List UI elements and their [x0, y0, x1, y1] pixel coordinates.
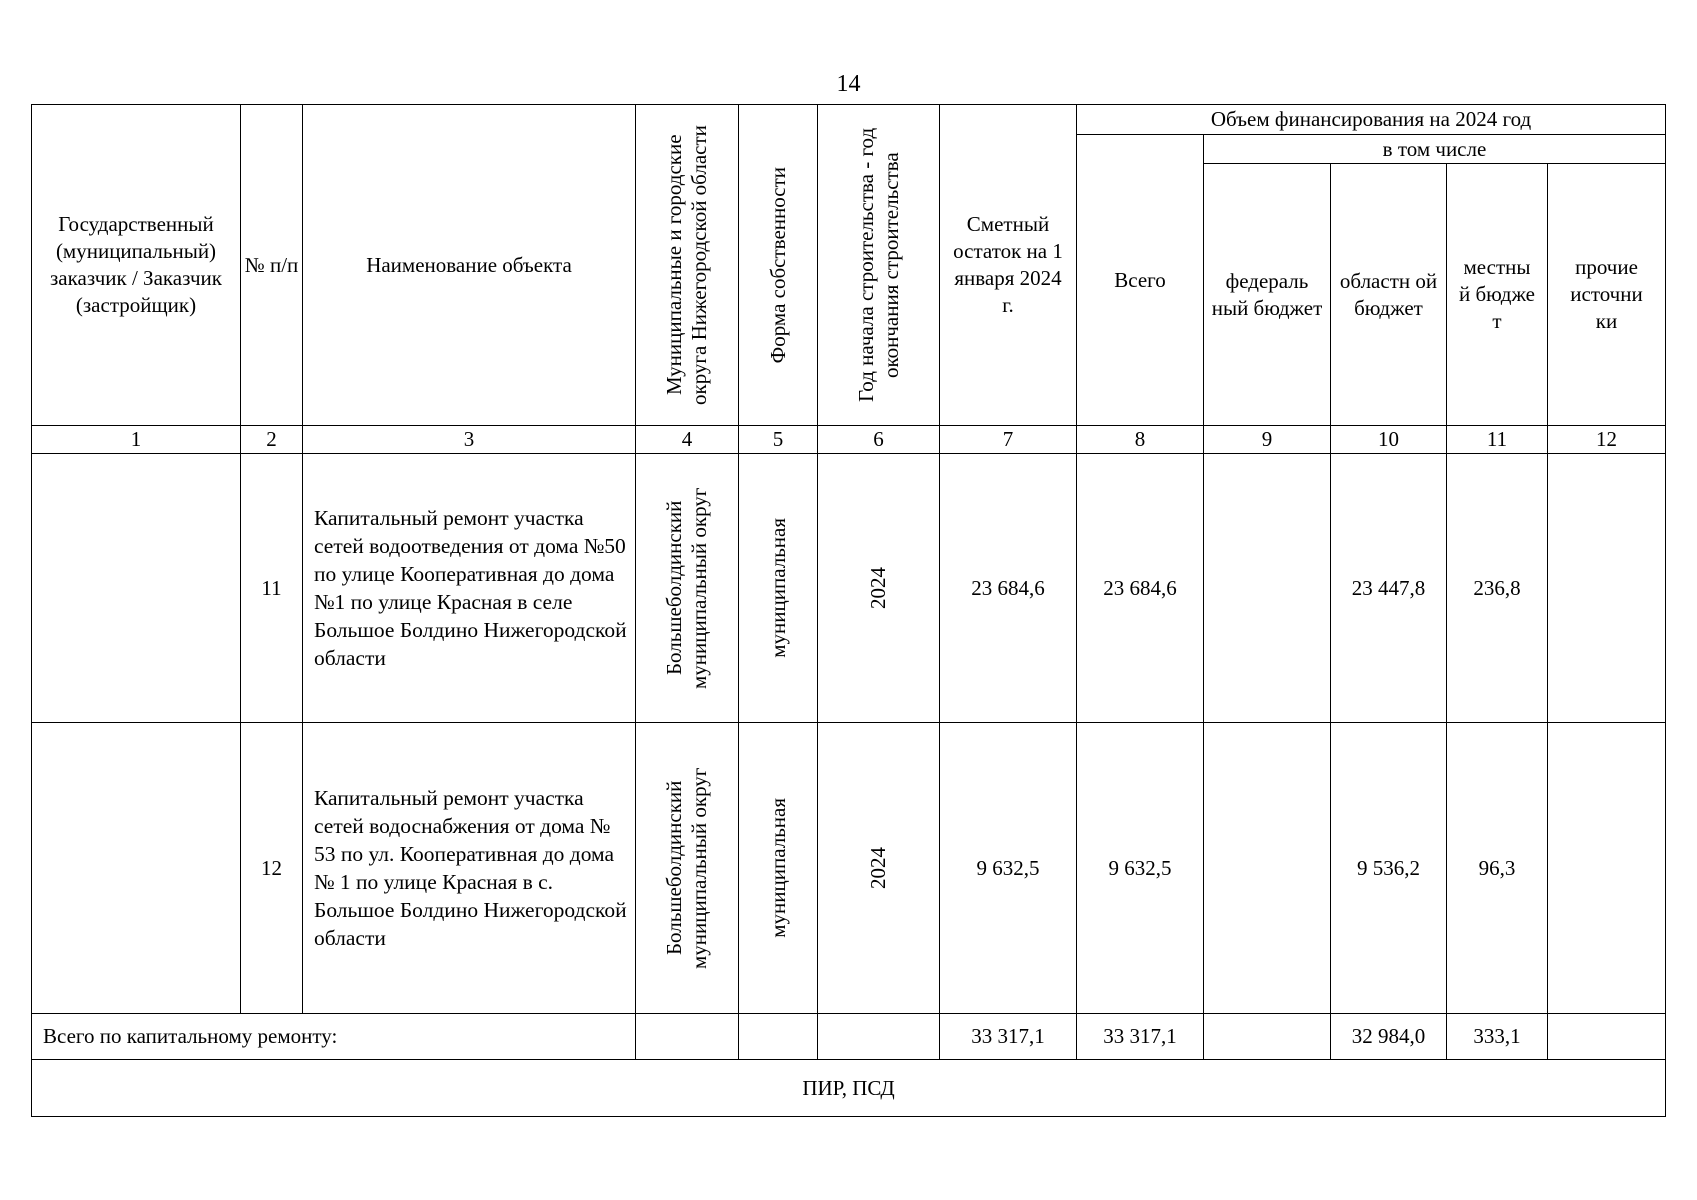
- row-total: 23 684,6: [1077, 454, 1204, 723]
- row-object-name: Капитальный ремонт участка сетей водоотведения от дома №50 по улице Кооперативная до дома №1 по улице Красная в селе Большое Болдино Нижегородской области: [303, 454, 636, 723]
- totals-federal: [1204, 1014, 1331, 1060]
- header-customer: Государственный (муниципальный) заказчик / Заказчик (застройщик): [32, 105, 241, 426]
- column-numbers-row: [32, 426, 1666, 454]
- header-including: в том числе: [1204, 135, 1666, 164]
- header-number: № п/п: [241, 105, 303, 426]
- row-ownership-text: муниципальная: [765, 798, 790, 938]
- header-years-text: Год начала строительства - год окончания строительства: [853, 127, 903, 403]
- totals-total: 33 317,1: [1077, 1014, 1204, 1060]
- section-title: ПИР, ПСД: [32, 1060, 1666, 1117]
- column-number: 2: [241, 426, 303, 454]
- row-municipality: [636, 454, 739, 723]
- row-federal: [1204, 723, 1331, 1014]
- header-ownership: [739, 105, 818, 426]
- header-federal: федераль ный бюджет: [1204, 164, 1331, 426]
- column-number: 12: [1548, 426, 1666, 454]
- row-total: 9 632,5: [1077, 723, 1204, 1014]
- table-row: [32, 723, 1666, 1014]
- totals-local: 333,1: [1447, 1014, 1548, 1060]
- column-number: 5: [739, 426, 818, 454]
- column-number: 1: [32, 426, 241, 454]
- row-number: 12: [241, 723, 303, 1014]
- header-local: местны й бюдже т: [1447, 164, 1548, 426]
- row-other: [1548, 723, 1666, 1014]
- section-row: [32, 1060, 1666, 1117]
- row-customer: [32, 723, 241, 1014]
- header-municipality-text: Муниципальные и городские округа Нижегородской области: [662, 125, 711, 405]
- column-number: 7: [940, 426, 1077, 454]
- row-number: 11: [241, 454, 303, 723]
- totals-empty: [818, 1014, 940, 1060]
- row-ownership-text: муниципальная: [765, 518, 790, 658]
- row-municipality: [636, 723, 739, 1014]
- row-years: [818, 454, 940, 723]
- row-federal: [1204, 454, 1331, 723]
- totals-empty: [636, 1014, 739, 1060]
- row-object-name: Капитальный ремонт участка сетей водоснабжения от дома № 53 по ул. Кооперативная до дома № 1 по улице Красная в с. Большое Болдино Нижегородской области: [303, 723, 636, 1014]
- column-number: 9: [1204, 426, 1331, 454]
- row-regional: 23 447,8: [1331, 454, 1447, 723]
- row-local: 236,8: [1447, 454, 1548, 723]
- header-estimated-balance: Сметный остаток на 1 января 2024 г.: [940, 105, 1077, 426]
- header-funding-group: Объем финансирования на 2024 год: [1077, 105, 1666, 135]
- header-row-1: [32, 105, 1666, 135]
- column-number: 10: [1331, 426, 1447, 454]
- header-total: Всего: [1077, 135, 1204, 426]
- header-other: прочие источни ки: [1548, 164, 1666, 426]
- column-number: 11: [1447, 426, 1548, 454]
- column-number: 3: [303, 426, 636, 454]
- header-object-name: Наименование объекта: [303, 105, 636, 426]
- financing-table: [31, 104, 1666, 1117]
- totals-empty: [739, 1014, 818, 1060]
- row-regional: 9 536,2: [1331, 723, 1447, 1014]
- row-municipality-text: Большеболдинский муниципальный округ: [662, 767, 711, 969]
- totals-label: Всего по капитальному ремонту:: [32, 1014, 636, 1060]
- row-years: [818, 723, 940, 1014]
- header-municipality: [636, 105, 739, 426]
- row-estimated-balance: 23 684,6: [940, 454, 1077, 723]
- totals-other: [1548, 1014, 1666, 1060]
- row-ownership: [739, 454, 818, 723]
- row-other: [1548, 454, 1666, 723]
- row-years-text: 2024: [866, 567, 890, 609]
- totals-row: [32, 1014, 1666, 1060]
- header-ownership-text: Форма собственности: [765, 166, 790, 364]
- row-customer: [32, 454, 241, 723]
- header-years: [818, 105, 940, 426]
- row-municipality-text: Большеболдинский муниципальный округ: [662, 487, 711, 689]
- column-number: 8: [1077, 426, 1204, 454]
- column-number: 4: [636, 426, 739, 454]
- column-number: 6: [818, 426, 940, 454]
- header-regional: областн ой бюджет: [1331, 164, 1447, 426]
- table-row: [32, 454, 1666, 723]
- row-estimated-balance: 9 632,5: [940, 723, 1077, 1014]
- row-years-text: 2024: [866, 847, 890, 889]
- totals-estimated-balance: 33 317,1: [940, 1014, 1077, 1060]
- row-local: 96,3: [1447, 723, 1548, 1014]
- page-number: 14: [836, 71, 861, 97]
- row-ownership: [739, 723, 818, 1014]
- totals-regional: 32 984,0: [1331, 1014, 1447, 1060]
